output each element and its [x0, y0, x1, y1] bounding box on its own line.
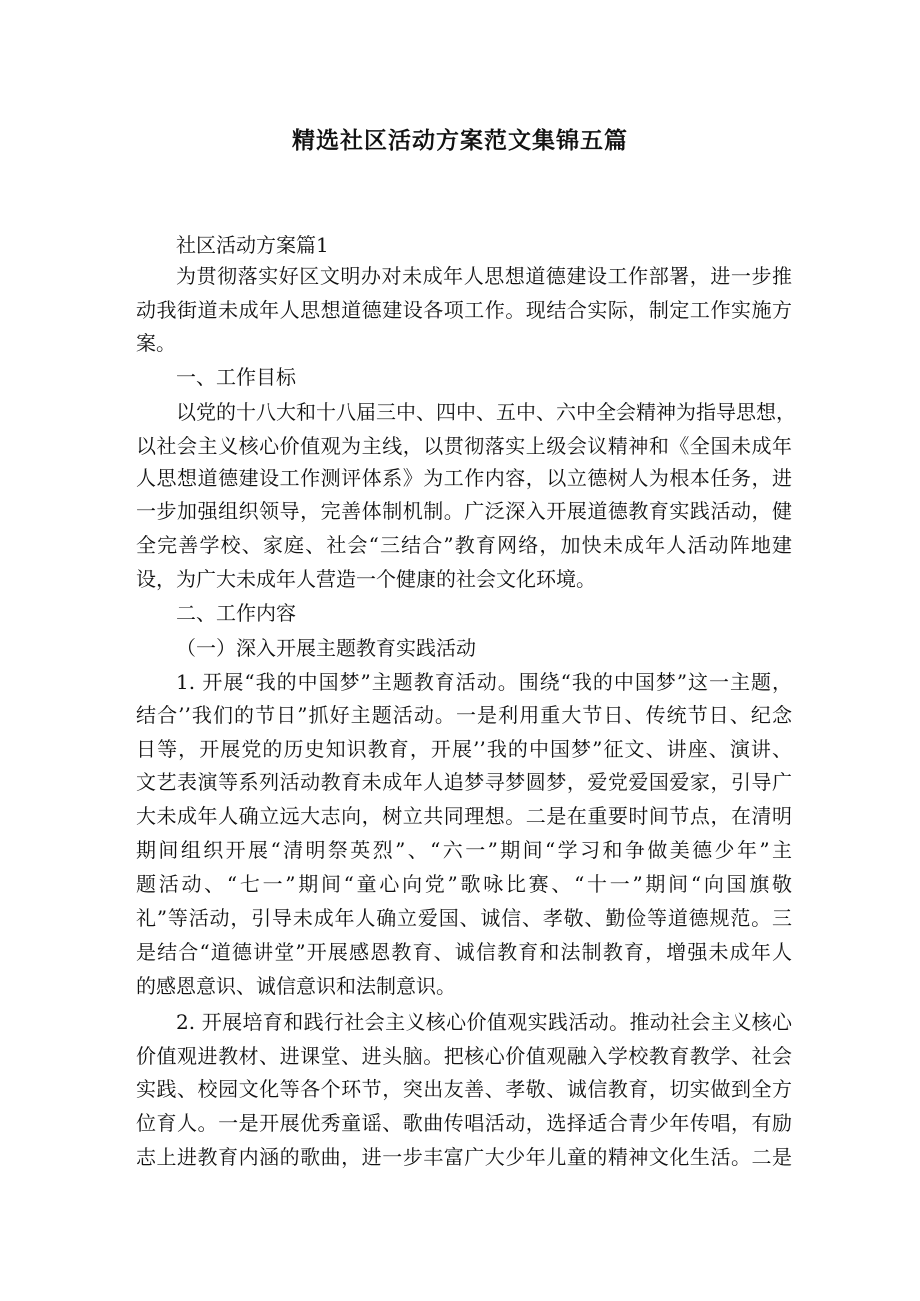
paragraph-line: 位育人。一是开展优秀童谣、歌曲传唱活动，选择适合青少年传唱，有励: [136, 1111, 792, 1135]
paragraph-line: 全完善学校、家庭、社会“三结合”教育网络，加快未成年人活动阵地建: [136, 533, 792, 557]
paragraph-line: 为贯彻落实好区文明办对未成年人思想道德建设工作部署，进一步推: [176, 264, 792, 288]
paragraph-line: 设，为广大未成年人营造一个健康的社会文化环境。: [136, 567, 596, 591]
paragraph-line: 以党的十八大和十八届三中、四中、五中、六中全会精神为指导思想，: [176, 400, 796, 424]
paragraph-line: 题活动、“七一”期间“童心向党”歌咏比赛、“十一”期间“向国旗敬: [136, 872, 792, 896]
paragraph-line: 2. 开展培育和践行社会主义核心价值观实践活动。推动社会主义核心: [176, 1010, 792, 1034]
paragraph-line: 动我街道未成年人思想道德建设各项工作。现结合实际，制定工作实施方: [136, 298, 792, 322]
paragraph-line: 一步加强组织领导，完善体制机制。广泛深入开展道德教育实践活动，健: [136, 499, 792, 523]
paragraph-line: 以社会主义核心价值观为主线，以贯彻落实上级会议精神和《全国未成年: [136, 434, 792, 458]
paragraph-line: 1. 开展“我的中国梦”主题教育活动。围绕“我的中国梦”这一主题，: [176, 670, 792, 694]
paragraph-line: 期间组织开展“清明祭英烈”、“六一”期间“学习和争做美德少年”主: [136, 838, 792, 862]
paragraph-line: 文艺表演等系列活动教育未成年人追梦寻梦圆梦，爱党爱国爱家，引导广: [136, 770, 792, 794]
document-title: 精选社区活动方案范文集锦五篇: [292, 128, 628, 154]
paragraph-line: 实践、校园文化等各个环节，突出友善、孝敬、诚信教育，切实做到全方: [136, 1077, 792, 1101]
paragraph-line: 结合’’我们的节日”抓好主题活动。一是利用重大节日、传统节日、纪念: [136, 703, 792, 727]
paragraph-line: 大未成年人确立远大志向，树立共同理想。二是在重要时间节点，在清明: [136, 804, 792, 828]
subsection-heading: （一）深入开展主题教育实践活动: [176, 636, 476, 660]
paragraph-line: 是结合“道德讲堂”开展感恩教育、诚信教育和法制教育，增强未成年人: [136, 940, 792, 964]
section-heading: 二、工作内容: [176, 601, 296, 625]
section-heading: 社区活动方案篇1: [176, 233, 329, 257]
paragraph-line: 日等，开展党的历史知识教育，开展’’我的中国梦”征文、讲座、演讲、: [136, 737, 792, 761]
paragraph-line: 案。: [136, 331, 176, 355]
section-heading: 一、工作目标: [176, 365, 296, 389]
paragraph-line: 人思想道德建设工作测评体系》为工作内容，以立德树人为根本任务，进: [136, 466, 792, 490]
paragraph-line: 的感恩意识、诚信意识和法制意识。: [136, 974, 456, 998]
paragraph-line: 价值观进教材、进课堂、进头脑。把核心价值观融入学校教育教学、社会: [136, 1044, 792, 1068]
paragraph-line: 志上进教育内涵的歌曲，进一步丰富广大少年儿童的精神文化生活。二是: [136, 1145, 792, 1169]
paragraph-line: 礼”等活动，引导未成年人确立爱国、诚信、孝敬、勤俭等道德规范。三: [136, 906, 792, 930]
